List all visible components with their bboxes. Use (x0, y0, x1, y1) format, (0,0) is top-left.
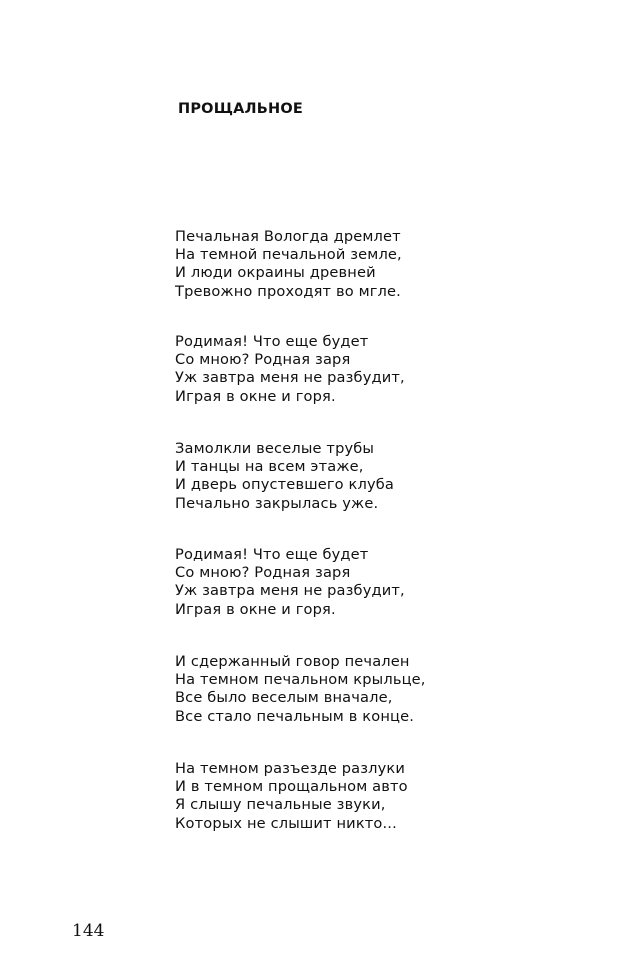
poem-line: Родимая! Что еще будет (175, 333, 369, 350)
poem-line: Родимая! Что еще будет (175, 546, 369, 563)
poem-line: И сдержанный говор печален (175, 653, 410, 670)
poem-line: На темном разъезде разлуки (175, 760, 406, 777)
poem-line: Замолкли веселые трубы (175, 440, 375, 457)
poem-line: Все стало печальным в конце. (175, 707, 415, 725)
poem-line: На темном печальном крыльце, (175, 671, 426, 689)
poem-line: Уж завтра меня не разбудит, (175, 582, 405, 600)
poem-line: Я слышу печальные звуки, (175, 796, 386, 814)
poem-line: На темной печальной земле, (175, 246, 402, 264)
page-number: 144 (72, 921, 105, 941)
poem-line: Печально закрылась уже. (175, 494, 379, 512)
poem-line: Тревожно проходят во мгле. (175, 282, 401, 300)
poem-line: Все было веселым вначале, (175, 689, 393, 707)
poem-line: Играя в окне и горя. (175, 387, 336, 405)
stanza-6 (175, 760, 408, 833)
poem-line: Со мною? Родная заря (175, 351, 351, 369)
poem-line: И дверь опустевшего клуба (175, 476, 394, 494)
poem-line: Играя в окне и горя. (175, 600, 336, 618)
stanza-2 (175, 333, 405, 406)
stanza-1 (175, 228, 402, 301)
stanza-5 (175, 653, 426, 726)
stanza-4 (175, 546, 405, 619)
poem-line: И люди окраины древней (175, 264, 376, 282)
poem-line: Со мною? Родная заря (175, 564, 351, 582)
poem-line: И танцы на всем этаже, (175, 458, 364, 476)
poem-line: Уж завтра меня не разбудит, (175, 369, 405, 387)
poem-line: Печальная Вологда дремлет (175, 228, 401, 245)
poem-line: И в темном прощальном авто (175, 778, 408, 796)
stanza-3 (175, 440, 394, 513)
poem-line: Которых не слышит никто... (175, 814, 397, 832)
poem-title: ПРОЩАЛЬНОЕ (178, 101, 303, 117)
